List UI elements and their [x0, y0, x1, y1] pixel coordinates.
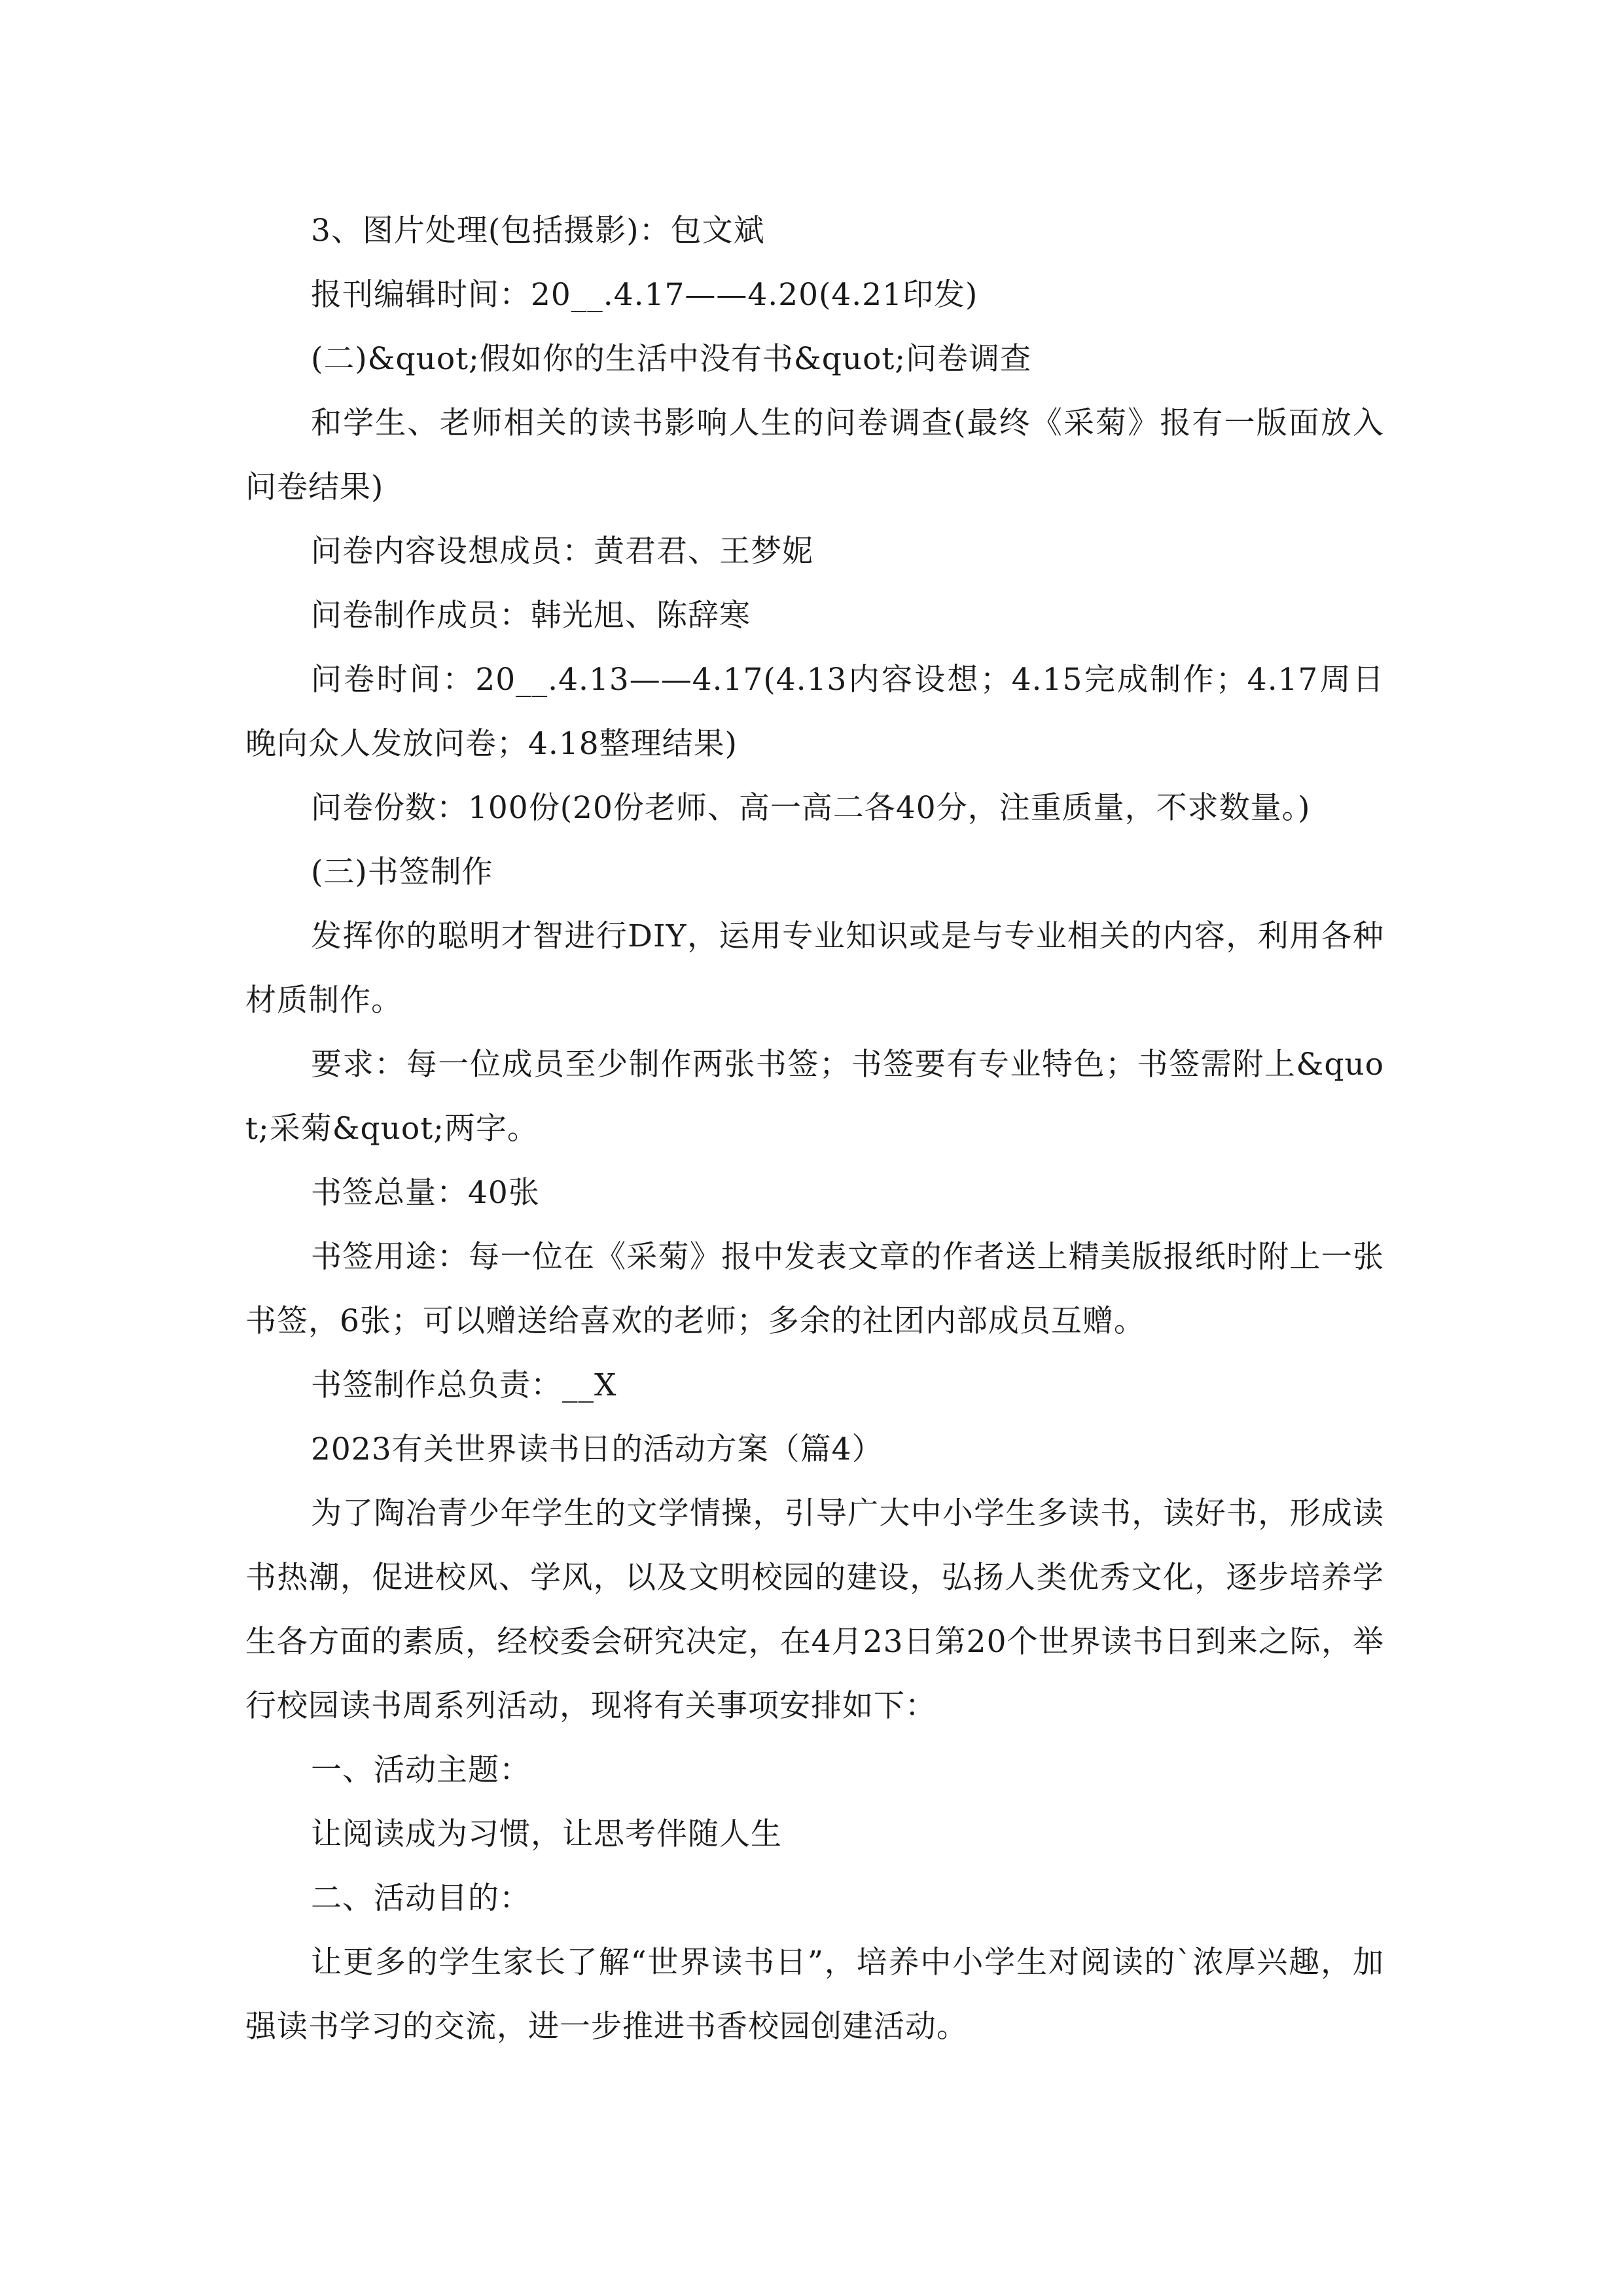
paragraph-bookmark-diy: 发挥你的聪明才智进行DIY，运用专业知识或是与专业相关的内容，利用各种材质制作。: [245, 918, 1384, 1018]
paragraph-survey-time: 问卷时间：20__.4.13——4.17(4.13内容设想；4.15完成制作；4.17周日晚向众人发放问卷；4.18整理结果): [245, 662, 1384, 762]
document-body: [245, 199, 1384, 2059]
paragraph-survey-description: 和学生、老师相关的读书影响人生的问卷调查(最终《采菊》报有一版面放入问卷结果): [245, 405, 1384, 505]
section-heading-bookmark: (三)书签制作: [311, 854, 493, 890]
paragraph-survey-production-members: 问卷制作成员：韩光旭、陈辞寒: [311, 598, 751, 634]
paragraph-bookmark-total: 书签总量：40张: [311, 1175, 540, 1211]
paragraph-theme: 让阅读成为习惯，让思考伴随人生: [311, 1816, 782, 1852]
paragraph-purpose: 让更多的学生家长了解“世界读书日”，培养中小学生对阅读的`浓厚兴趣，加强读书学习的交流，进一步推进书香校园创建活动。: [245, 1945, 1384, 2045]
paragraph-image-processing: 3、图片处理(包括摄影)：包文斌: [311, 213, 765, 249]
paragraph-bookmark-lead: 书签制作总负责：__X: [311, 1367, 617, 1403]
section-heading-survey: (二)&quot;假如你的生活中没有书&quot;问卷调查: [311, 341, 1032, 377]
paragraph-introduction: 为了陶冶青少年学生的文学情操，引导广大中小学生多读书，读好书，形成读书热潮，促进校风、学风，以及文明校园的建设，弘扬人类优秀文化，逐步培养学生各方面的素质，经校委会研究决定，在4月23日第20个世界读书日到来之际，举行校园读书周系列活动，现将有关事项安排如下：: [245, 1496, 1384, 1724]
section-heading-purpose: 二、活动目的：: [311, 1880, 531, 1916]
paragraph-survey-count: 问卷份数：100份(20份老师、高一高二各40分，注重质量，不求数量。): [311, 790, 1311, 826]
paragraph-survey-design-members: 问卷内容设想成员：黄君君、王梦妮: [311, 533, 813, 569]
section-heading-theme: 一、活动主题：: [311, 1752, 531, 1788]
paragraph-bookmark-requirements: 要求：每一位成员至少制作两张书签；书签要有专业特色；书签需附上&quot;采菊&quot;两字。: [245, 1047, 1384, 1147]
paragraph-editing-time: 报刊编辑时间：20__.4.17——4.20(4.21印发): [311, 277, 978, 313]
document-subtitle-plan-4: 2023有关世界读书日的活动方案（篇4）: [311, 1431, 883, 1467]
paragraph-bookmark-usage: 书签用途：每一位在《采菊》报中发表文章的作者送上精美版报纸时附上一张书签，6张；可以赠送给喜欢的老师；多余的社团内部成员互赠。: [245, 1239, 1384, 1339]
